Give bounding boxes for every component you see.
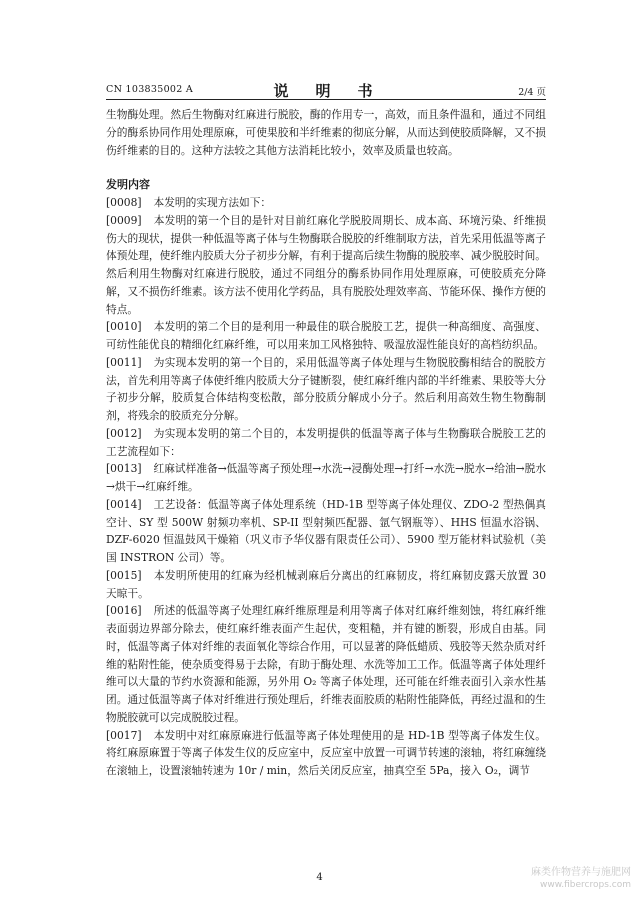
- paragraph-text: 为实现本发明的第一个目的，采用低温等离子体处理与生物脱胶酶相结合的脱胶方法，首先利用等离子体使纤维内胶质大分子键断裂，使红麻纤维内部的半纤维素、果胶等大分子初步分解，胶质复合体结构变松散，部分胶质分解成小分子。然后利用高效生物生物酶制剂，将残余的胶质充分分解。: [106, 355, 546, 422]
- paragraph-0015: [106, 567, 546, 603]
- paragraph-0016: [106, 602, 546, 726]
- watermark-url: www.fibercrops.com: [540, 880, 631, 890]
- site-watermark: [513, 866, 631, 891]
- header-rule: [106, 99, 546, 100]
- watermark-site-name: 麻类作物营养与施肥网: [531, 867, 631, 878]
- paragraph-text: 本发明中对红麻原麻进行低温等离子体处理使用的是 HD-1B 型等离子体发生仪。将红麻原麻置于等离子体发生仪的反应室中，反应室中放置一可调节转速的滚轴，将红麻缠绕在滚轴上，设置滚轴转速为 10r / min，然后关闭反应室，抽真空至 5Pa，接入 O₂，调节: [106, 728, 546, 777]
- paragraph-0010: [106, 318, 546, 354]
- patent-number: CN 103835002 A: [106, 84, 194, 95]
- paragraph-text: 本发明所使用的红麻为经机械剥麻后分离出的红麻韧皮，将红麻韧皮露天放置 30 天晾干。: [106, 568, 546, 600]
- paragraph-number: [0009]: [106, 213, 142, 227]
- page-header: [106, 80, 546, 100]
- paragraph-number: [0012]: [106, 426, 142, 440]
- paragraph-number: [0014]: [106, 497, 142, 511]
- paragraph-number: [0015]: [106, 568, 142, 582]
- document-body: [106, 106, 546, 780]
- paragraph-number: [0010]: [106, 320, 142, 334]
- paragraph-text: 为实现本发明的第二个目的，本发明提供的低温等离子体与生物酶联合脱胶工艺的工艺流程如下：: [106, 426, 546, 458]
- paragraph-0017: [106, 727, 546, 780]
- page-number: 4: [316, 872, 323, 883]
- paragraph-number: [0011]: [106, 355, 142, 369]
- paragraph-number: [0008]: [106, 196, 142, 209]
- paragraph-text: 本发明的实现方法如下：: [153, 196, 272, 209]
- paragraph-text: 本发明的第一个目的是针对目前红麻化学脱胶周期长、成本高、环境污染、纤维损伤大的现状，提供一种低温等离子体与生物酶联合脱胶的纤维制取方法，首先采用低温等离子体预处理，使纤维内胶质大分子初步分解，有利于提高后续生物酶的脱胶率、减少脱胶时间。然后利用生物酶对红麻进行脱胶，通过不同组分的酶系协同作用处理原麻，可使胶质充分降解，又不损伤纤维素。该方法不使用化学药品，具有脱胶处理效率高、节能环保、操作方便的特点。: [106, 213, 546, 316]
- paragraph-number: [0016]: [106, 604, 142, 618]
- paragraph-0014: [106, 496, 546, 567]
- paragraph-0012: [106, 425, 546, 461]
- paragraph-text: 工艺设备：低温等离子体处理系统（HD-1B 型等离子体处理仪、ZDO-2 型热偶真空计、SY 型 500W 射频功率机、SP-II 型射频匹配器、氩气钢瓶等）、HHS 恒温水浴锅、DZF-6020 恒温鼓风干燥箱（巩义市予华仪器有限责任公司）、5900 型万能材料试验机（美国 INSTRON 公司）等。: [106, 497, 546, 564]
- paragraph-0008: [106, 194, 546, 212]
- paragraph-0013: [106, 460, 546, 496]
- document-title: 说 明 书: [273, 82, 379, 100]
- paragraph-text: 所述的低温等离子处理红麻纤维原理是利用等离子体对红麻纤维刻蚀，将红麻纤维表面弱边界部分除去，使红麻纤维表面产生起伏，变粗糙，并有键的断裂，形成自由基。同时，低温等离子体对纤维的表面氧化等综合作用，可以显著的降低蜡质、残胶等天然杂质对纤维的粘附性能，使杂质变得易于去除，有助于酶处理、水洗等加工工作。低温等离子体处理纤维可以大量的节约水资源和能源，另外用 O₂ 等离子体处理，还可能在纤维表面引入亲水性基团。通过低温等离子体对纤维进行预处理后，纤维表面胶质的粘附性能降低，再经过温和的生物脱胶就可以完成脱胶过程。: [106, 604, 546, 724]
- paragraph-number: [0017]: [106, 728, 142, 742]
- paragraph-text: 本发明的第二个目的是利用一种最佳的联合脱胶工艺，提供一种高细度、高强度、可纺性能优良的精细化红麻纤维，可以用来加工风格独特、吸湿放湿性能良好的高档纺织品。: [106, 320, 546, 351]
- intro-paragraph: 生物酶处理。然后生物酶对红麻进行脱胶，酶的作用专一，高效，而且条件温和，通过不同组分的酶系协同作用处理原麻，可使果胶和半纤维素的彻底分解，从而达到使胶质降解，又不损伤纤维素的目的。这种方法较之其他方法消耗比较小，效率及质量也较高。: [106, 108, 546, 157]
- paragraph-number: [0013]: [106, 462, 142, 476]
- section-heading: 发明内容: [106, 178, 150, 192]
- paragraph-0009: [106, 212, 546, 319]
- paragraph-text: 红麻试样准备→低温等离子预处理→水洗→浸酶处理→打纤→水洗→脱水→给油→脱水→烘干→红麻纤维。: [106, 462, 546, 493]
- page-indicator: 2/4 页: [518, 87, 546, 98]
- paragraph-0011: [106, 354, 546, 425]
